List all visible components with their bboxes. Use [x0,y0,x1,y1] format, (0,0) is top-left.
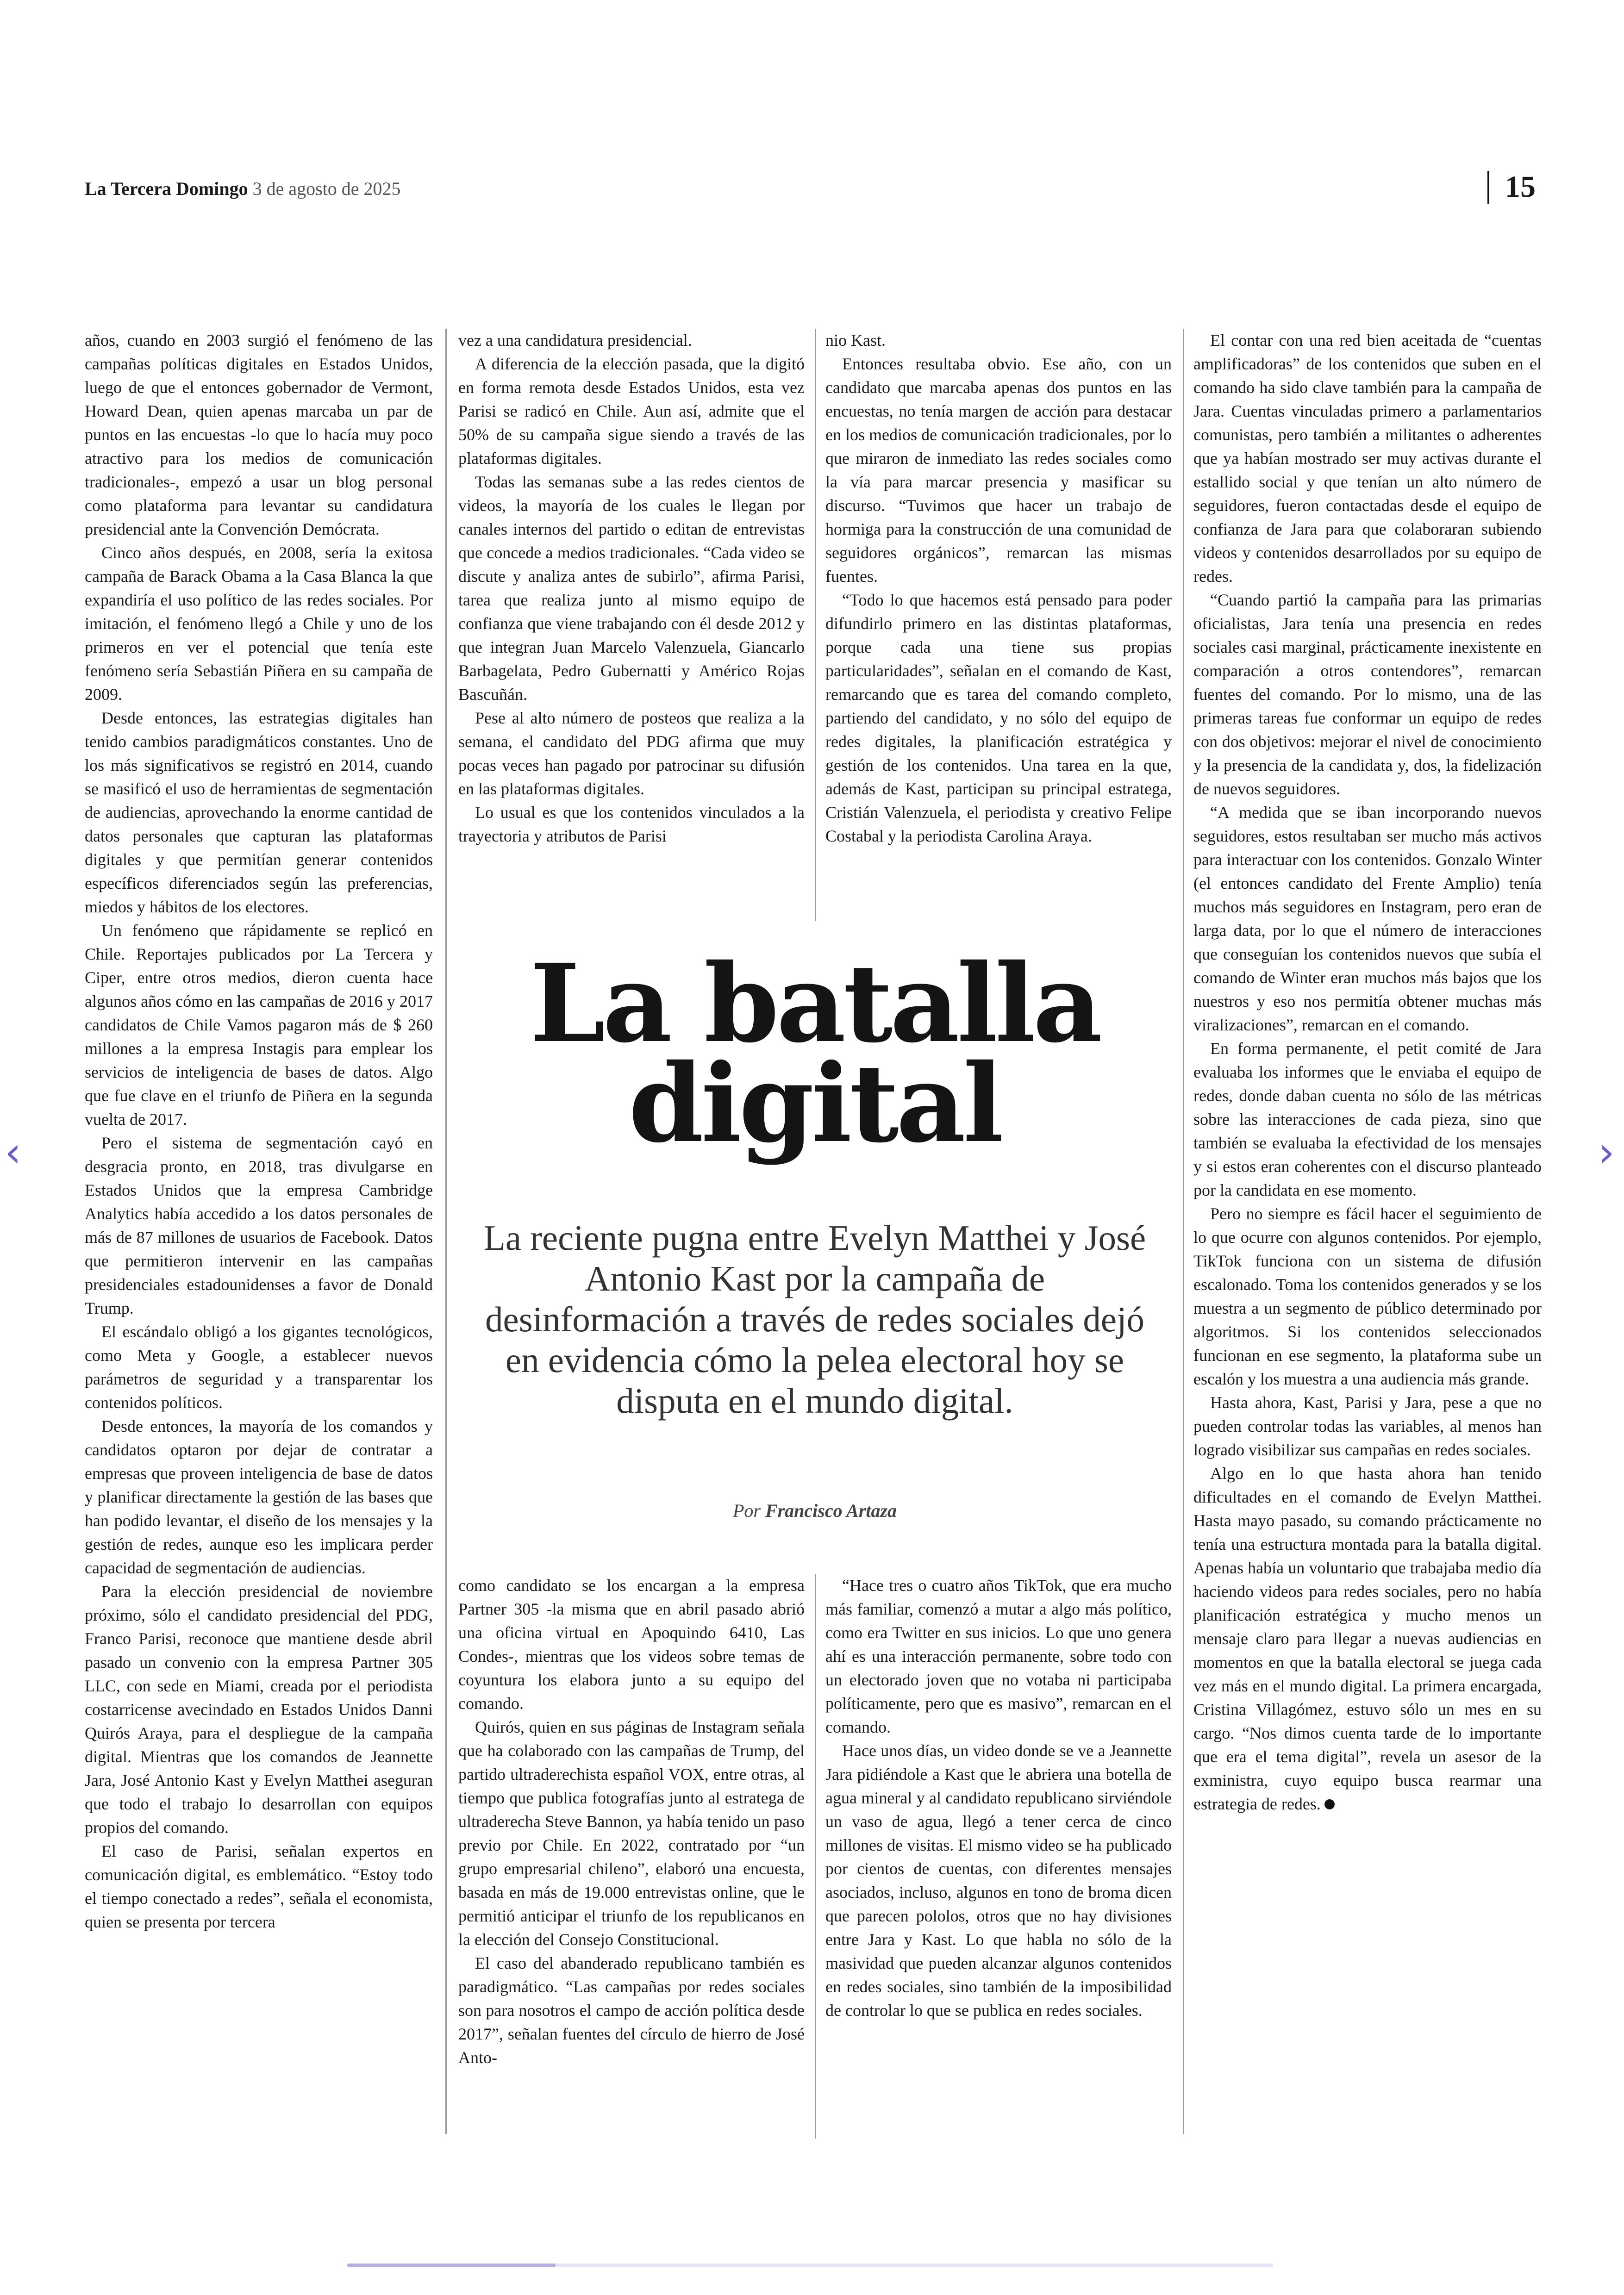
column-rule [815,329,816,921]
paragraph: Desde entonces, la mayoría de los comandos y candidatos optaron por dejar de contratar a empresas que proveen inteligencia de base de datos y planificar directamente la gestión de las bases que han podido levantar, el diseño de los mensajes y la gestión de redes, aunque eso les implicara perder capacidad de segmentación de audiencias. [85,1417,433,1577]
article-column-4 [1193,329,1542,2143]
paragraph: Algo en lo que hasta ahora han tenido dificultades en el comando de Evelyn Matthei. Hasta mayo pasado, su comando prácticamente no tenía una estructura montada para la batalla digital. Apenas había un voluntario que trabajaba medio día haciendo videos para redes sociales, pero no había planificación estratégica y mucho menos un mensaje claro para llegar a nuevas audiencias en momentos en que la batalla electoral se juega cada vez más en el mundo digital. La primera encargada, Cristina Villagómez, estuvo sólo un mes en su cargo. “Nos dimos cuenta tarde de lo importante que era el tema digital”, revela un asesor de la exministra, cuyo equipo busca rearmar una estrategia de redes. [1193,1464,1542,1813]
paragraph: El escándalo obligó a los gigantes tecnológicos, como Meta y Google, a establecer nuevos parámetros de seguridad y a transparentar los contenidos políticos. [85,1322,433,1412]
paragraph: El caso de Parisi, señalan expertos en comunicación digital, es emblemático. “Estoy todo el tiempo conectado a redes”, señala el economista, quien se presenta por tercera [85,1842,433,1931]
paragraph: “A medida que se iban incorporando nuevos seguidores, estos resultaban ser mucho más activos para interactuar con los contenidos. Gonzalo Winter (el entonces candidato del Frente Amplio) tenía muchos más seguidores en Instagram, pero eran de larga data, por lo que el número de interacciones que conseguían los contenidos nuevos que subía el comando de Winter eran muchos más bajos que los nuestros y eso nos permitía obtener muchas más viralizaciones”, remarcan en el comando. [1193,803,1542,1034]
article-column-1 [85,329,433,2143]
paragraph: Desde entonces, las estrategias digitales han tenido cambios paradigmáticos constantes. Uno de los más significativos se registró en 2014, cuando se masificó el uso de herramientas de segmentación de audiencias, aprovechando la enorme cantidad de datos personales que capturan las plataformas digitales y que permitían generar contenidos específicos diferenciados según las preferencias, miedos y hábitos de los electores. [85,709,433,916]
previous-page-icon[interactable]: ‹ [5,1128,21,1177]
paragraph: Lo usual es que los contenidos vinculados a la trayectoria y atributos de Parisi [458,803,805,845]
paragraph: Pero el sistema de segmentación cayó en desgracia pronto, en 2018, tras divulgarse en Estados Unidos que la empresa Cambridge Analytics había accedido a los datos personales de más de 87 millones de usuarios de Facebook. Datos que permitieron intervenir en las campañas presidenciales estadounidenses a favor de Donald Trump. [85,1134,433,1317]
header-divider [1487,171,1489,204]
paragraph: El caso del abanderado republicano también es paradigmático. “Las campañas por redes sociales son para nosotros el campo de acción política desde 2017”, señalan fuentes del círculo de hierro de José Anto- [458,1954,805,2067]
page-number: 15 [1505,170,1536,204]
end-of-article-icon [1324,1799,1335,1809]
next-page-icon[interactable]: › [1598,1128,1615,1177]
paragraph: Para la elección presidencial de noviembre próximo, sólo el candidato presidencial del PDG, Franco Parisi, reconoce que mantiene desde abril pasado un convenio con la empresa Partner 305 LLC, con sede en Miami, creada por el periodista costarricense avecindado en Estados Unidos Danni Quirós Araya, para el despliegue de la campaña digital. Mientras que los comandos de Jeannette Jara, José Antonio Kast y Evelyn Matthei aseguran que todo el trabajo lo desarrollan con equipos propios del comando. [85,1582,433,1837]
column-rule [1183,329,1184,2134]
paragraph: “Cuando partió la campaña para las primarias oficialistas, Jara tenía una presencia en redes sociales casi marginal, prácticamente inexistente en comparación a otros contendores”, remarcan fuentes del comando. Por lo mismo, una de las primeras tareas fue conformar un equipo de redes con dos objetivos: mejorar el nivel de conocimiento y la presencia de la candidata y, dos, la fidelización de nuevos seguidores. [1193,591,1542,798]
paragraph: Un fenómeno que rápidamente se replicó en Chile. Reportajes publicados por La Tercera y Ciper, entre otros medios, dieron cuenta hace algunos años cómo en las campañas de 2016 y 2017 candidatos de Chile Vamos pagaron más de $ 260 millones a la empresa Instagis para emplear los servicios de inteligencia de bases de datos. Algo que fue clave en el triunfo de Piñera en la segunda vuelta de 2017. [85,921,433,1129]
column-rule [815,1574,816,2139]
headline [463,940,1167,1166]
page-header [85,171,1539,222]
article-column-3-top [825,329,1172,921]
byline-prefix: Por [732,1500,761,1521]
paragraph: Entonces resultaba obvio. Ese año, con un candidato que marcaba apenas dos puntos en las encuestas, no tenía margen de acción para destacar en los medios de comunicación tradicionales, por lo que miraron de inmediato las redes sociales como la vía para marcar presencia y masificar su discurso. “Tuvimos que hacer un trabajo de hormiga para la construcción de una comunidad de seguidores orgánicos”, remarcan las mismas fuentes. [825,355,1172,586]
paragraph: “Todo lo que hacemos está pensado para poder difundirlo primero en las distintas plataformas, porque cada una tiene sus propias particularidades”, señalan en el comando de Kast, remarcando que es tarea del comando completo, partiendo del candidato, y no sólo del equipo de redes digitales, la planificación estratégica y gestión de los contenidos. Una tarea en la que, además de Kast, participan su principal estratega, Cristián Valenzuela, el periodista y creativo Felipe Costabal y la periodista Carolina Araya. [825,591,1172,845]
publication-name: La Tercera Domingo [85,178,248,199]
paragraph: Hasta ahora, Kast, Parisi y Jara, pese a que no pueden controlar todas las variables, al menos han logrado visibilizar sus campañas en redes sociales. [1193,1393,1542,1459]
article-column-2-bottom [458,1574,805,2148]
paragraph: Quirós, quien en sus páginas de Instagram señala que ha colaborado con las campañas de Trump, del partido ultraderechista español VOX, entre otras, al tiempo que publica fotografías junto al estratega de ultraderecha Steve Bannon, ya había tenido un paso previo por Chile. En 2022, contratado por “un grupo empresarial chileno”, elaboró una encuesta, basada en más de 19.000 entrevistas online, que le permitió anticipar el triunfo de los republicanos en la elección del Consejo Constitucional. [458,1718,805,1949]
paragraph: Todas las semanas sube a las redes cientos de videos, la mayoría de los cuales le llegan por canales internos del partido o editan de entrevistas que concede a medios tradicionales. “Cada video se discute y analiza antes de subirlo”, afirma Parisi, tarea que realiza junto al mismo equipo de confianza que viene trabajando con él desde 2012 y que integran Juan Marcelo Valenzuela, Giancarlo Barbagelata, Pedro Gubernatti y Américo Rojas Bascuñán. [458,473,805,704]
paragraph: nio Kast. [825,331,886,349]
article-dek: La reciente pugna entre Evelyn Matthei y José Antonio Kast por la campaña de desinformación a través de redes sociales dejó en evidencia cómo la pelea electoral hoy se disputa en el mundo digital. [483,1218,1146,1421]
horizontal-scrollbar[interactable] [347,2264,1273,2267]
article-column-2-top [458,329,805,921]
byline-author: Francisco Artaza [765,1500,897,1521]
publication-date: 3 de agosto de 2025 [252,178,401,199]
paragraph: A diferencia de la elección pasada, que la digitó en forma remota desde Estados Unidos, esta vez Parisi se radicó en Chile. Aun así, admite que el 50% de su campaña sigue siendo a través de las plataformas digitales. [458,355,805,468]
byline [463,1500,1167,1522]
scrollbar-thumb[interactable] [347,2264,556,2267]
paragraph: “Hace tres o cuatro años TikTok, que era mucho más familiar, comenzó a mutar a algo más político, como era Twitter en sus inicios. Lo que uno genera ahí es una interacción permanente, sobre todo con un electorado joven que no votaba ni participaba políticamente, pero que es masivo”, remarcan en el comando. [825,1576,1172,1736]
headline-line-1: La batalla [530,940,1100,1066]
paragraph: como candidato se los encargan a la empresa Partner 305 -la misma que en abril pasado abrió una oficina virtual en Apoquindo 6410, Las Condes-, mientras que los videos sobre temas de coyuntura los elabora junto a su equipo del comando. [458,1576,805,1713]
paragraph: años, cuando en 2003 surgió el fenómeno de las campañas políticas digitales en Estados Unidos, luego de que el entonces gobernador de Vermont, Howard Dean, quien apenas marcaba un par de puntos en las encuestas -lo que lo hacía muy poco atractivo para los medios de comunicación tradicionales-, empezó a usar un blog personal como plataforma para levantar su candidatura presidencial ante la Convención Demócrata. [85,331,433,538]
paragraph: Hace unos días, un video donde se ve a Jeannette Jara pidiéndole a Kast que le abriera una botella de agua mineral y al candidato republicano sirviéndole un vaso de agua, llegó a tener cerca de cinco millones de visitas. El mismo video se ha publicado por cientos de cuentas, con diferentes mensajes asociados, incluso, algunos en tono de broma dicen que parecen pololos, otros que no hay divisiones entre Jara y Kast. Lo que habla no sólo de la masividad que pueden alcanzar algunos contenidos en redes sociales, sino también de la imposibilidad de controlar lo que se publica en redes sociales. [825,1741,1172,2020]
paragraph: Pero no siempre es fácil hacer el seguimiento de lo que ocurre con algunos contenidos. Por ejemplo, TikTok funciona con un sistema de difusión escalonado. Toma los contenidos generados y se los muestra a un segmento de público determinado por algoritmos. Si los contenidos seleccionados funcionan en ese segmento, la plataforma sube un escalón y los muestra a una audiencia más grande. [1193,1204,1542,1388]
article-column-3-bottom [825,1574,1172,2148]
publication-line [85,178,401,200]
paragraph: vez a una candidatura presidencial. [458,331,692,349]
paragraph: En forma permanente, el petit comité de Jara evaluaba los informes que le enviaba el equipo de redes, donde daban cuenta no sólo de las métricas sobre las interacciones de cada pieza, sino que también se evaluaba la efectividad de los mensajes y si estos eran coherentes con el discurso planteado por la candidata en ese momento. [1193,1039,1542,1199]
headline-line-2: digital [628,1040,1001,1166]
paragraph: El contar con una red bien aceitada de “cuentas amplificadoras” de los contenidos que suben en el comando ha sido clave también para la campaña de Jara. Cuentas vinculadas primero a parlamentarios comunistas, pero también a militantes o adherentes que ya habían mostrado ser muy activas durante el estallido social y que tenían un alto número de seguidores, fueron contactadas desde el equipo de confianza de Jara para que colaboraran subiendo videos y contenidos desarrollados por su equipo de redes. [1193,331,1542,586]
paragraph: Pese al alto número de posteos que realiza a la semana, el candidato del PDG afirma que muy pocas veces han pagado por patrocinar su difusión en las plataformas digitales. [458,709,805,798]
paragraph: Cinco años después, en 2008, sería la exitosa campaña de Barack Obama a la Casa Blanca la que expandiría el uso político de las redes sociales. Por imitación, el fenómeno llegó a Chile y uno de los primeros en ver el potencial que tenía este fenómeno sería Sebastián Piñera en su campaña de 2009. [85,543,433,704]
column-rule [445,329,447,2134]
